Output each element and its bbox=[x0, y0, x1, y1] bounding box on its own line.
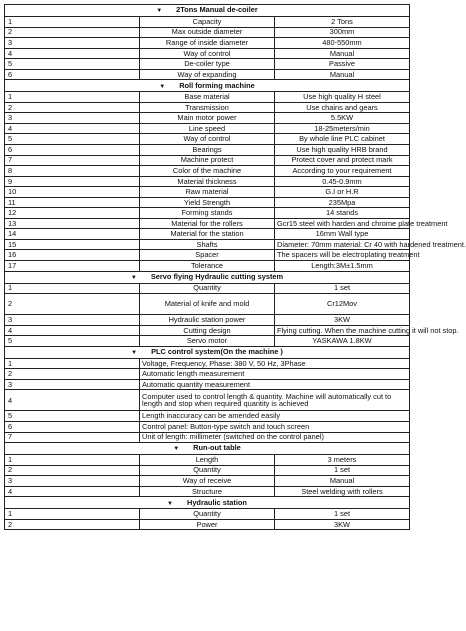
table-row bbox=[5, 176, 410, 187]
row-label: Spacer bbox=[140, 250, 275, 261]
row-label: Material for the rollers bbox=[140, 218, 275, 229]
row-label: Cutting design bbox=[140, 325, 275, 336]
row-value: 14 stands bbox=[275, 208, 410, 219]
row-number: 3 bbox=[5, 113, 140, 124]
table-row bbox=[5, 358, 410, 369]
chevron-down-icon: ▼ bbox=[167, 500, 173, 507]
table-row bbox=[5, 294, 410, 315]
row-label: Way of receive bbox=[140, 476, 275, 487]
row-value: Use high quality H steel bbox=[275, 92, 410, 103]
row-value: 16mm Wall type bbox=[275, 229, 410, 240]
row-label: Quantity bbox=[140, 509, 275, 520]
row-number: 3 bbox=[5, 315, 140, 326]
row-value: 3 meters bbox=[275, 455, 410, 466]
row-text: Unit of length: millimeter (switched on the control panel) bbox=[140, 432, 410, 443]
row-label: Way of control bbox=[140, 134, 275, 145]
row-text: Computer used to control length & quantity. Machine will automatically cut to length and stop when required quantity is achieved bbox=[140, 390, 410, 411]
row-label: Power bbox=[140, 519, 275, 530]
row-number: 1 bbox=[5, 17, 140, 28]
row-number: 17 bbox=[5, 261, 140, 272]
row-number: 16 bbox=[5, 250, 140, 261]
section-title: Servo flying Hydraulic cutting system bbox=[150, 271, 284, 281]
row-value: 18-25meters/min bbox=[275, 123, 410, 134]
row-value: By whole line PLC cabinet bbox=[275, 134, 410, 145]
row-value: Diameter: 70mm material: Cr 40 with hardened treatment. bbox=[275, 239, 410, 250]
row-label: Bearings bbox=[140, 145, 275, 156]
row-label: Capacity bbox=[140, 17, 275, 28]
row-value: 1 set bbox=[275, 465, 410, 476]
row-label: Main motor power bbox=[140, 113, 275, 124]
row-label: Way of expanding bbox=[140, 69, 275, 80]
table-row bbox=[5, 17, 410, 28]
table-row bbox=[5, 369, 410, 380]
table-row bbox=[5, 187, 410, 198]
table-row bbox=[5, 208, 410, 219]
row-number: 13 bbox=[5, 218, 140, 229]
row-number: 9 bbox=[5, 176, 140, 187]
chevron-down-icon: ▼ bbox=[130, 274, 137, 281]
row-value: 1 set bbox=[275, 283, 410, 294]
table-row bbox=[5, 509, 410, 520]
row-value: Manual bbox=[275, 476, 410, 487]
row-label: Base material bbox=[140, 92, 275, 103]
row-text: Length inaccuracy can be amended easily bbox=[140, 411, 410, 422]
row-value: 235Mpa bbox=[275, 197, 410, 208]
row-value: YASKAWA 1.8KW bbox=[275, 336, 410, 347]
row-number: 5 bbox=[5, 411, 140, 422]
section-title: Roll forming machine bbox=[179, 80, 255, 90]
row-label: Structure bbox=[140, 486, 275, 497]
row-value: The spacers will be electroplating treatment bbox=[275, 250, 410, 261]
table-row bbox=[5, 465, 410, 476]
row-value: 1 set bbox=[275, 509, 410, 520]
row-number: 1 bbox=[5, 358, 140, 369]
row-value: 0.45-0.9mm bbox=[275, 176, 410, 187]
row-number: 2 bbox=[5, 27, 140, 38]
row-number: 5 bbox=[5, 134, 140, 145]
table-row bbox=[5, 69, 410, 80]
table-row bbox=[5, 239, 410, 250]
table-row bbox=[5, 92, 410, 103]
row-number: 3 bbox=[5, 38, 140, 49]
table-row bbox=[5, 102, 410, 113]
row-value: 3KW bbox=[275, 519, 410, 530]
row-value: 300mm bbox=[275, 27, 410, 38]
chevron-down-icon: ▼ bbox=[173, 446, 180, 453]
row-number: 10 bbox=[5, 187, 140, 198]
table-row bbox=[5, 283, 410, 294]
row-label: Quantity bbox=[140, 465, 275, 476]
row-label: Servo motor bbox=[140, 336, 275, 347]
row-value: Steel welding with rollers bbox=[275, 486, 410, 497]
row-label: Material thickness bbox=[140, 176, 275, 187]
row-label: Range of inside diameter bbox=[140, 38, 275, 49]
row-value: Passive bbox=[275, 59, 410, 70]
row-number: 4 bbox=[5, 48, 140, 59]
row-number: 6 bbox=[5, 69, 140, 80]
row-number: 2 bbox=[5, 465, 140, 476]
table-row bbox=[5, 336, 410, 347]
spec-sheet bbox=[4, 4, 466, 530]
section-title: Run-out table bbox=[193, 443, 241, 453]
chevron-down-icon: ▼ bbox=[156, 8, 163, 15]
section-header-rollforming bbox=[5, 80, 410, 92]
table-row bbox=[5, 113, 410, 124]
row-value: 5.5KW bbox=[275, 113, 410, 124]
row-label: Length bbox=[140, 455, 275, 466]
section-header-hydraulic bbox=[5, 497, 410, 509]
row-number: 2 bbox=[5, 519, 140, 530]
row-number: 6 bbox=[5, 145, 140, 156]
section-header-cutting bbox=[5, 271, 410, 283]
row-number: 2 bbox=[5, 102, 140, 113]
spec-table bbox=[4, 4, 466, 530]
row-number: 8 bbox=[5, 166, 140, 177]
row-value: Use high quality HRB brand bbox=[275, 145, 410, 156]
table-row bbox=[5, 229, 410, 240]
row-text: Automatic quantity measurement bbox=[140, 379, 410, 390]
row-number: 11 bbox=[5, 197, 140, 208]
table-row bbox=[5, 123, 410, 134]
row-number: 3 bbox=[5, 476, 140, 487]
row-number: 1 bbox=[5, 283, 140, 294]
row-number: 6 bbox=[5, 421, 140, 432]
section-header-plc bbox=[5, 346, 410, 358]
row-value: 2 Tons bbox=[275, 17, 410, 28]
row-label: Raw material bbox=[140, 187, 275, 198]
row-value: Cr12Mov bbox=[275, 294, 410, 315]
row-number: 4 bbox=[5, 486, 140, 497]
row-label: Shafts bbox=[140, 239, 275, 250]
section-header-runout bbox=[5, 443, 410, 455]
table-row bbox=[5, 411, 410, 422]
table-row bbox=[5, 390, 410, 411]
row-label: Yield Strength bbox=[140, 197, 275, 208]
row-number: 4 bbox=[5, 325, 140, 336]
row-number: 3 bbox=[5, 379, 140, 390]
table-row bbox=[5, 379, 410, 390]
row-label: Transmission bbox=[140, 102, 275, 113]
table-row bbox=[5, 134, 410, 145]
table-row bbox=[5, 155, 410, 166]
section-title: PLC control system(On the machine ) bbox=[151, 347, 283, 357]
table-row bbox=[5, 145, 410, 156]
row-number: 2 bbox=[5, 294, 140, 315]
row-value: Protect cover and protect mark bbox=[275, 155, 410, 166]
row-label: Max outside diameter bbox=[140, 27, 275, 38]
table-row bbox=[5, 27, 410, 38]
table-row bbox=[5, 476, 410, 487]
table-row bbox=[5, 519, 410, 530]
row-value: According to your requirement bbox=[275, 166, 410, 177]
row-value: Manual bbox=[275, 69, 410, 80]
row-value: Length:3M±1.5mm bbox=[275, 261, 410, 272]
table-row bbox=[5, 421, 410, 432]
row-value: Manual bbox=[275, 48, 410, 59]
row-number: 5 bbox=[5, 336, 140, 347]
chevron-down-icon: ▼ bbox=[131, 350, 138, 357]
row-number: 1 bbox=[5, 455, 140, 466]
table-row bbox=[5, 218, 410, 229]
row-label: Forming stands bbox=[140, 208, 275, 219]
table-row bbox=[5, 166, 410, 177]
row-value: 480-550mm bbox=[275, 38, 410, 49]
row-number: 15 bbox=[5, 239, 140, 250]
row-value: G.I or H.R bbox=[275, 187, 410, 198]
section-header-decoiler bbox=[5, 5, 410, 17]
table-row bbox=[5, 486, 410, 497]
table-row bbox=[5, 197, 410, 208]
row-value: 3KW bbox=[275, 315, 410, 326]
row-label: Way of control bbox=[140, 48, 275, 59]
table-row bbox=[5, 38, 410, 49]
table-row bbox=[5, 315, 410, 326]
row-value: Gcr15 steel with harden and chrome plate treatment bbox=[275, 218, 410, 229]
row-number: 1 bbox=[5, 92, 140, 103]
row-label: Material for the station bbox=[140, 229, 275, 240]
row-number: 12 bbox=[5, 208, 140, 219]
row-text: Automatic length measurement bbox=[140, 369, 410, 380]
row-number: 5 bbox=[5, 59, 140, 70]
row-number: 2 bbox=[5, 369, 140, 380]
row-text: Control panel: Button-type switch and touch screen bbox=[140, 421, 410, 432]
table-row bbox=[5, 455, 410, 466]
row-number: 14 bbox=[5, 229, 140, 240]
table-row bbox=[5, 48, 410, 59]
table-row bbox=[5, 250, 410, 261]
row-label: Material of knife and mold bbox=[140, 294, 275, 315]
row-label: Machine protect bbox=[140, 155, 275, 166]
row-label: Color of the machine bbox=[140, 166, 275, 177]
row-number: 7 bbox=[5, 432, 140, 443]
row-value: Flying cutting. When the machine cutting it will not stop. bbox=[275, 325, 410, 336]
row-label: Hydraulic station power bbox=[140, 315, 275, 326]
section-title: 2Tons Manual de-coiler bbox=[176, 5, 258, 15]
row-label: De-coiler type bbox=[140, 59, 275, 70]
table-row bbox=[5, 59, 410, 70]
row-value: Use chains and gears bbox=[275, 102, 410, 113]
row-number: 4 bbox=[5, 123, 140, 134]
row-number: 7 bbox=[5, 155, 140, 166]
row-label: Line speed bbox=[140, 123, 275, 134]
chevron-down-icon: ▼ bbox=[159, 83, 166, 90]
row-label: Tolerance bbox=[140, 261, 275, 272]
row-text: Voltage, Frequency, Phase: 380 V, 50 Hz, 3Phase bbox=[140, 358, 410, 369]
table-row bbox=[5, 432, 410, 443]
table-row bbox=[5, 325, 410, 336]
row-label: Quantity bbox=[140, 283, 275, 294]
row-number: 1 bbox=[5, 509, 140, 520]
table-row bbox=[5, 261, 410, 272]
section-title: Hydraulic station bbox=[186, 497, 247, 507]
row-number: 4 bbox=[5, 390, 140, 411]
